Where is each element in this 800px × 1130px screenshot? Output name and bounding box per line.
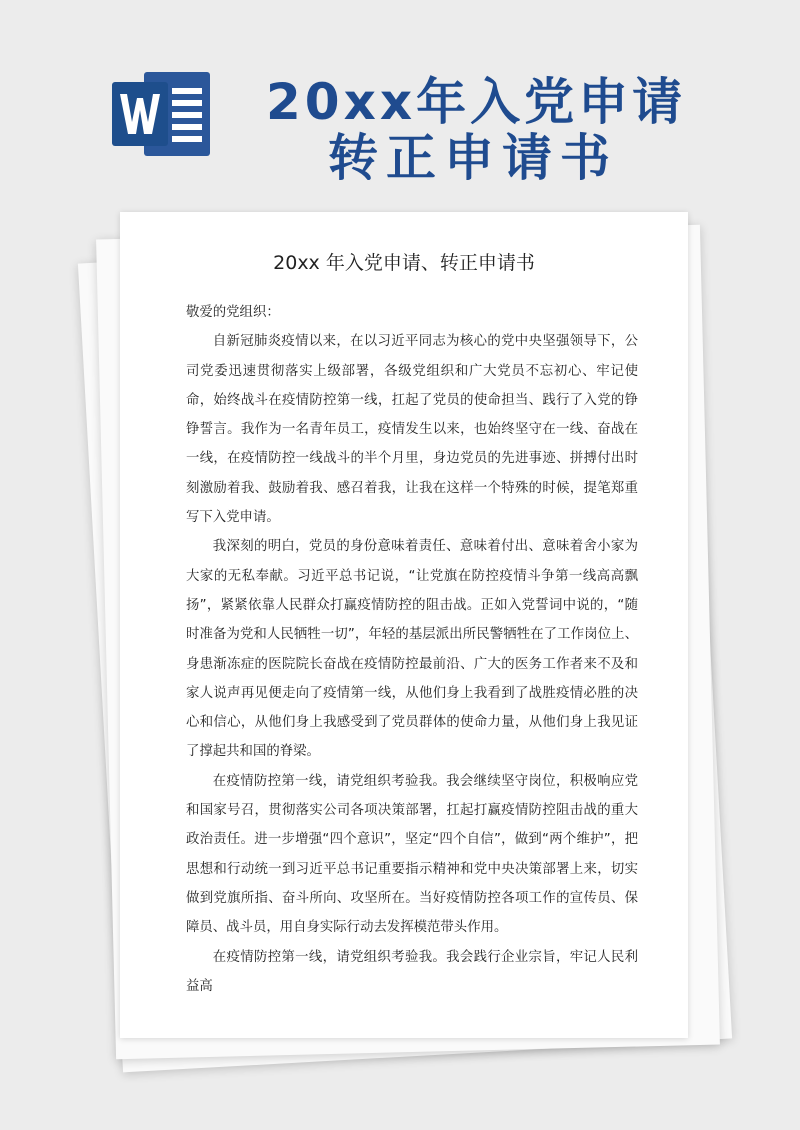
paragraph: 在疫情防控第一线，请党组织考验我。我会继续坚守岗位，积极响应党和国家号召，贯彻落实公司各项决策部署，扛起打赢疫情防控阻击战的重大政治责任。进一步增强“四个意识”，坚定“四个自信”，做到“两个维护”，把思想和行动统一到习近平总书记重要指示精神和党中央决策部署上来，切实做到党旗所指、奋斗所向、攻坚所在。当好疫情防控各项工作的宣传员、保障员、战斗员，用自身实际行动去发挥模范带头作用。 <box>186 773 638 936</box>
salutation: 敬爱的党组织： <box>186 305 280 320</box>
paragraph: 在疫情防控第一线，请党组织考验我。我会践行企业宗旨，牢记人民利益高 <box>186 949 638 994</box>
document-title: 20xx 年入党申请、转正申请书 <box>273 252 535 274</box>
document-page <box>120 212 688 1038</box>
document-body <box>186 298 638 1001</box>
banner-title-line-1: 20xx年入党申请 <box>266 73 687 131</box>
banner <box>0 0 800 200</box>
paragraph: 自新冠肺炎疫情以来，在以习近平同志为核心的党中央坚强领导下，公司党委迅速贯彻落实上级部署，各级党组织和广大党员不忘初心、牢记使命，始终战斗在疫情防控第一线，扛起了党员的使命担当、践行了入党的铮铮誓言。我作为一名青年员工，疫情发生以来，也始终坚守在一线、奋战在一线，在疫情防控一线战斗的半个月里，身边党员的先进事迹、拼搏付出时刻激励着我、鼓励着我、感召着我，让我在这样一个特殊的时候，提笔郑重写下入党申请。 <box>186 334 638 526</box>
word-document-icon <box>112 70 212 158</box>
paragraph: 我深刻的明白，党员的身份意味着责任、意味着付出、意味着舍小家为大家的无私奉献。习近平总书记说，“让党旗在防控疫情斗争第一线高高飘扬”，紧紧依靠人民群众打赢疫情防控的阻击战。正如入党誓词中说的，“随时准备为党和人民牺牲一切”，年轻的基层派出所民警牺牲在了工作岗位上、身患渐冻症的医院院长奋战在疫情防控最前沿、广大的医务工作者来不及和家人说声再见便走向了疫情第一线，从他们身上我看到了战胜疫情必胜的决心和信心，从他们身上我感受到了党员群体的使命力量，从他们身上我见证了撑起共和国的脊梁。 <box>186 539 638 760</box>
banner-title-line-2: 转正申请书 <box>328 129 618 187</box>
